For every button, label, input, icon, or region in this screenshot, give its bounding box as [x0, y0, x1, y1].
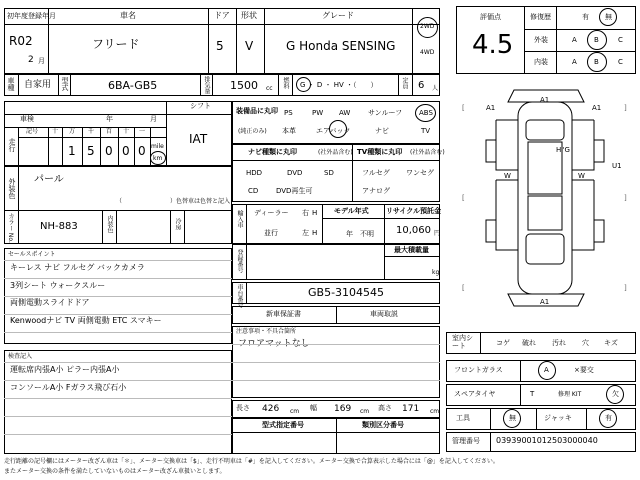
max-load-label: 最大積載量	[394, 246, 429, 254]
seat-hole: 穴	[582, 339, 589, 347]
digit-header-2: 万	[69, 128, 76, 135]
reg-date-label: 初年度登録年月	[7, 12, 56, 20]
digit-header-5: 十	[123, 128, 130, 135]
shape-label: 形状	[241, 11, 257, 20]
model-year: 年 不明	[346, 230, 374, 238]
interior-grade-c: C	[618, 58, 623, 66]
new-car-warranty: 新車保証書	[266, 310, 301, 318]
height-label: 高さ	[378, 404, 392, 412]
import-left: 左	[302, 229, 309, 237]
equip-navi: ナビ	[375, 127, 389, 135]
digit-header-4: 百	[106, 128, 113, 135]
tv-label: TV種類に丸印	[357, 148, 403, 156]
diagram-label-w2: W	[578, 172, 585, 180]
model-year-label: モデル年式	[334, 207, 369, 215]
recycle-fee-label: リサイクル預託金	[386, 207, 442, 215]
tv-fullseg: フルセグ	[362, 169, 390, 177]
sales-point-4: Kenwoodナビ TV 両側電動 ETC スマキー	[10, 316, 162, 325]
abs-circle	[415, 104, 436, 122]
fuel-gas-circle	[296, 77, 311, 92]
drive-4wd: 4WD	[420, 49, 435, 56]
repair-label: 修復歴	[530, 13, 551, 21]
cooler-label: 冷房	[174, 218, 181, 230]
diagram-label-w1: W	[504, 172, 511, 180]
svg-text:]: ]	[624, 104, 627, 112]
digit-header-6: 一	[139, 128, 146, 135]
jack-value: 有	[605, 414, 612, 422]
equip-abs: ABS	[419, 109, 433, 117]
use: 自家用	[24, 80, 52, 90]
inspection-year: 年	[106, 115, 113, 123]
diagram-label-hg: H"G	[556, 146, 570, 154]
import-hand-r: H	[312, 209, 318, 217]
unit-mile: mile	[151, 143, 164, 150]
tv-oneseg: ワンセグ	[406, 169, 434, 177]
inspection-month: 月	[150, 115, 157, 123]
length-label: 長さ	[236, 404, 250, 412]
notes-label: 注意事項・不具合箇所	[236, 328, 297, 335]
displacement-label: 排気量	[203, 76, 210, 94]
shift-label: シフト	[190, 102, 211, 110]
navi-cd: CD	[248, 187, 259, 195]
vehicle-manual: 車両取説	[370, 310, 398, 318]
height: 171	[402, 404, 420, 414]
sales-points-label: セールスポイント	[8, 251, 56, 258]
category-number-label: 類別区分番号	[362, 421, 404, 429]
fuel-options: G ・ D ・ HV ・（ ）	[300, 81, 378, 89]
exterior-color: パール	[34, 174, 64, 185]
shift: IAT	[189, 132, 208, 146]
width-unit: cm	[360, 408, 370, 415]
svg-text:]: ]	[624, 284, 627, 292]
svg-text:]: ]	[624, 194, 627, 202]
spare-tire-label: スペアタイヤ	[454, 390, 496, 398]
interior-seat-label: 室内シート	[452, 334, 473, 351]
mileage-digit-1: 1	[68, 144, 76, 158]
sales-point-1: キーレス ナビ フルセグ バックカメラ	[10, 263, 145, 272]
tools-circle	[503, 409, 521, 428]
repair-no-circle	[599, 8, 617, 26]
recycle-fee: 10,060	[396, 225, 431, 236]
length: 426	[262, 404, 280, 414]
front-glass-a-circle	[538, 361, 556, 380]
inspection-notes-label: 検査記入	[8, 353, 33, 360]
footer-line-2: またメーター交換の条件を満たしていないものはメーター改ざん車扱いとします。	[4, 468, 226, 475]
equip-airbag: エアバック	[316, 127, 351, 135]
interior-grade-b: B	[594, 58, 599, 66]
tools-label: 工具	[456, 414, 470, 422]
width-label: 幅	[310, 404, 317, 412]
import-hand-l: H	[312, 229, 318, 237]
navi-dvd: DVD	[287, 169, 303, 177]
seat-tear: 破れ	[522, 339, 536, 347]
repair-no: 無	[605, 13, 612, 21]
svg-text:[: [	[462, 284, 465, 292]
car-name-label: 車名	[120, 11, 136, 20]
spare-tire-none: 欠	[612, 390, 619, 398]
import-right: 右	[302, 209, 309, 217]
front-glass-a: A	[544, 366, 549, 374]
sales-point-2: 3列シート ウォークスルー	[10, 281, 106, 290]
color-code: NH-883	[40, 221, 78, 232]
seat-scratch: キズ	[604, 339, 618, 347]
grade: G Honda SENSING	[286, 39, 396, 53]
interior-grade-label: 内装	[534, 58, 548, 66]
car-name: フリード	[92, 37, 140, 51]
import-parallel: 並行	[264, 229, 278, 237]
length-unit: cm	[290, 408, 300, 415]
navi-hdd: HDD	[246, 169, 263, 177]
cc-unit: cc	[266, 85, 273, 92]
equip-aw: AW	[339, 109, 351, 117]
jack-label: ジャッキ	[544, 414, 572, 422]
mileage-digit-5: 0	[138, 144, 146, 158]
color-note: （ ）色替車は色替と記入	[116, 198, 231, 205]
fuel-label: 燃料	[282, 77, 289, 89]
spare-tire-kit: 修理 KIT	[558, 391, 582, 398]
jack-circle	[599, 409, 617, 428]
displacement: 1500	[230, 79, 258, 92]
km-circle	[150, 151, 166, 165]
drive-2wd: 2WD	[420, 23, 435, 30]
inspection-line-2: コンソールA小 Fガラス飛び石小	[10, 383, 127, 392]
car-damage-diagram	[452, 80, 640, 324]
tv-sub-label: (社外品含む)	[410, 149, 445, 156]
equip-pw: PW	[312, 109, 324, 117]
exterior-b-circle	[587, 30, 607, 50]
digit-header-1: 十	[52, 128, 59, 135]
exterior-grade-b: B	[594, 36, 599, 44]
repair-yes: 有	[582, 13, 589, 21]
spare-tire-t: T	[530, 390, 535, 398]
navi-label: ナビ種類に丸印	[248, 148, 297, 156]
type-number-label: 型式指定番号	[262, 421, 304, 429]
doors-label: ドア	[214, 11, 230, 20]
exterior-grade-label: 外装	[534, 36, 548, 44]
equipment-label: 装備品に丸印	[236, 107, 278, 115]
front-glass-label: フロントガラス	[454, 366, 503, 374]
diagram-label-a1-left: A1	[486, 104, 496, 112]
tv-analog: アナログ	[362, 187, 390, 195]
sales-point-3: 両側電動スライドドア	[10, 298, 90, 307]
diagram-label-a1-front: A1	[540, 96, 550, 104]
mileage-digit-4: 0	[122, 144, 130, 158]
mileage-digit-3: 0	[105, 144, 113, 158]
inspection-label: 車検	[20, 115, 34, 123]
import-label: 輸入車	[236, 210, 243, 228]
notes: フロアマットなし	[238, 339, 310, 349]
diagram-label-a1-rear: A1	[540, 298, 550, 306]
equip-leather: 本革	[282, 127, 296, 135]
navi-sd: SD	[324, 169, 334, 177]
grade-label: グレード	[322, 11, 354, 20]
capacity-label: 定員	[401, 77, 408, 89]
exterior-color-label: 外装色	[8, 178, 16, 199]
exterior-grade-c: C	[618, 36, 623, 44]
digit-header-3: 千	[88, 128, 95, 135]
diagram-label-u1: U1	[612, 162, 622, 170]
month-unit: 月	[38, 57, 45, 65]
width: 169	[334, 404, 352, 414]
interior-grade-a: A	[572, 58, 577, 66]
navi-dvd-play: DVD再生可	[276, 187, 313, 195]
height-unit: cm	[430, 408, 440, 415]
equip-ps: PS	[284, 109, 293, 117]
color-code-label: カラー No.	[7, 213, 14, 243]
equipment-sub-label: (純正のみ)	[238, 128, 267, 135]
control-number: 03939001012503000040	[496, 436, 598, 445]
capacity: 6	[418, 80, 425, 91]
score-value: 4.5	[472, 30, 514, 60]
equip-tv: TV	[421, 127, 431, 135]
mileage-label: 走行	[8, 138, 16, 152]
spare-none-circle	[606, 385, 624, 404]
capacity-unit: 人	[432, 85, 439, 92]
airbag-circle	[329, 120, 347, 138]
inspection-line-1: 運転席内張A小 ピラー内張A小	[10, 365, 120, 374]
equip-sunroof: サンルーフ	[368, 109, 403, 117]
interior-color-label: 内装色	[106, 215, 113, 233]
mileage-digit-2: 5	[87, 144, 95, 158]
seat-stain: 汚れ	[552, 339, 566, 347]
reg-year: R02	[9, 34, 33, 48]
interior-b-circle	[587, 52, 607, 72]
doors: 5	[216, 39, 224, 53]
model-label: 型式	[61, 77, 69, 91]
exterior-grade-a: A	[572, 36, 577, 44]
front-glass-replace: ×要交	[574, 366, 594, 374]
model: 6BA-GB5	[108, 79, 158, 92]
digit-header-0: 記号	[26, 128, 39, 135]
shape: V	[245, 39, 254, 53]
reg-no-label: 登録番号	[236, 249, 243, 273]
footer-line-1: 走行距離の記号欄にはメーター改ざん車は「＊」、メーター交換車は「$」、走行不明車は「#」を記入してください。メーター交換で合算表示した場合には「@」を記入してください。	[4, 458, 499, 465]
recycle-yen: 円	[434, 230, 441, 237]
import-dealer: ディーラー	[254, 209, 289, 217]
chassis: GB5-3104545	[308, 286, 385, 299]
score-label: 評価点	[480, 13, 501, 21]
max-load-unit: kg	[432, 269, 440, 276]
reg-month: 2	[28, 55, 34, 65]
diagram-label-a1-right: A1	[592, 104, 602, 112]
control-label: 管理番号	[452, 437, 480, 445]
svg-text:[: [	[462, 194, 465, 202]
unit-km: km	[153, 155, 163, 162]
tools-value: 無	[509, 414, 516, 422]
navi-sub-label: (社外品含む)	[318, 149, 353, 156]
category-label: 車種	[7, 77, 15, 91]
chassis-label: 車台番号	[236, 284, 243, 308]
svg-text:[: [	[462, 104, 465, 112]
seat-burn: コゲ	[496, 339, 510, 347]
